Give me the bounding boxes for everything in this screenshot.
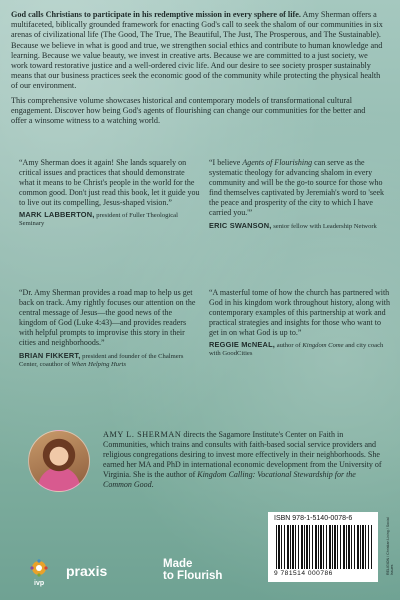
- endorsement-labberton: [19, 158, 201, 228]
- bio-end: .: [151, 480, 154, 490]
- endorser-role-end: and city coach with GoodCities: [209, 342, 384, 358]
- mtf-line-2: to Flourish: [163, 570, 223, 582]
- quote-text: “Dr. Amy Sherman provides a road map to help us get back on track. Amy rightly focuses our attention on the central message of Jesus—the good news of the kingdom of God (Luke 4:43)—and provides readers with helpful prompts to improvise this story in their cities and neighborhoods.”: [19, 288, 196, 348]
- author-photo: [28, 430, 90, 492]
- book-title: Agents of Flourishing: [242, 158, 313, 167]
- endorsement-swanson: [209, 158, 391, 231]
- isbn-label: ISBN 978-1-5140-0078-6: [274, 515, 353, 522]
- endorsement-mcneal: [209, 288, 391, 358]
- intro-section: [11, 10, 383, 130]
- author-name: AMY L. SHERMAN: [103, 430, 182, 439]
- intro-body: Amy Sherman offers a multifaceted, biblically grounded framework for enacting God's call to seek the shalom of our communities in six arenas of civilizational life (The Good, The True, The Beautiful, The Just, The Prosperous, and The Sustainable). Because we believe in what is good and true, we strengthen social ethics and contribute to human knowledge and learning. Because we value beauty, we invest in creative arts. Because we are committed to a just society, we work toward restorative justice and a well-ordered civic life. And our desire to see society prosper sustainably means that our business practices seek the economic good of the community while protecting the physical health of our environment.: [11, 10, 383, 91]
- quote-text: [209, 158, 391, 219]
- quote-text: “Amy Sherman does it again! She lands squarely on critical issues and practices that should demonstrate what it means to be Christ's people in the world for the common good. Don't just read this book, let it guide you to live out its compelling, Jesus-shaped vision.”: [19, 158, 200, 208]
- quote-attribution: [19, 211, 201, 228]
- mtf-line-1: Made: [163, 558, 193, 570]
- endorser-name: MARK LABBERTON,: [19, 210, 95, 220]
- author-book: Kingdom Calling: Vocational Stewardship for the Common Good: [103, 470, 356, 490]
- bio-text: directs the Sagamore Institute's Center on Faith in Communities, which trains and consults with faith-based social service providers and religious congregations desiring to invest more effectively in their neighborhoods. She earned her MA and PhD in international economic development from the University of Virginia. She is the author of: [103, 430, 382, 480]
- endorser-role: president of Fuller Theological Seminary: [19, 212, 178, 228]
- quote-attribution: [209, 341, 391, 358]
- endorser-name: ERIC SWANSON,: [209, 220, 272, 230]
- endorser-role: senior fellow with Leadership Network: [273, 222, 377, 230]
- quote-text-end: can serve as the systematic theology for advancing shalom in every community and will be the go-to source for those who find themselves captivated by Jeremiah's word to 'seek the peace and prosperity of the city to which I have carried you.'”: [209, 158, 385, 218]
- endorser-book: When Helping Hurts: [71, 360, 127, 368]
- publisher-logos: [0, 545, 240, 595]
- endorser-name: BRIAN FIKKERT,: [19, 350, 81, 360]
- intro-paragraph-2: This comprehensive volume showcases historical and contemporary models of transformational cultural engagement. Discover how being God's agents of flourishing can change our communities for the better and offer a winsome witness to a watching world.: [11, 95, 366, 126]
- endorsements: [11, 150, 391, 410]
- author-bio: [103, 430, 383, 491]
- barcode-block: [268, 512, 378, 582]
- svg-text:ivp: ivp: [34, 580, 45, 587]
- lead-sentence: God calls Christians to participate in his redemptive mission in every sphere of life.: [11, 10, 301, 19]
- quote-attribution: [209, 222, 391, 231]
- quote-text-start: “I believe: [209, 158, 243, 167]
- barcode-icon: [276, 525, 372, 569]
- author-section: [8, 430, 388, 500]
- quote-attribution: [19, 352, 201, 369]
- quote-text: “A masterful tome of how the church has partnered with God in his kingdom work throughout history, along with contemporary examples of this partnership at work and practical strategies and insights for those who want to get in on what God is up to.”: [209, 288, 391, 338]
- endorsement-fikkert: [19, 288, 201, 369]
- barcode-digits: 9 781514 000786: [274, 570, 333, 577]
- endorser-book: Kingdom Come: [302, 342, 344, 350]
- category-label: RELIGION / Christian Living / Social Issues: [386, 517, 394, 575]
- intro-paragraph-1: [11, 10, 383, 92]
- praxis-logo: praxis: [66, 563, 108, 579]
- endorser-name: REGGIE McNEAL,: [209, 340, 276, 350]
- endorser-role: author of: [276, 342, 303, 350]
- made-to-flourish-logo: [163, 558, 222, 582]
- ivp-logo-icon: [30, 557, 66, 587]
- endorser-role: president and founder of the Chalmers Center, coauthor of: [19, 352, 184, 368]
